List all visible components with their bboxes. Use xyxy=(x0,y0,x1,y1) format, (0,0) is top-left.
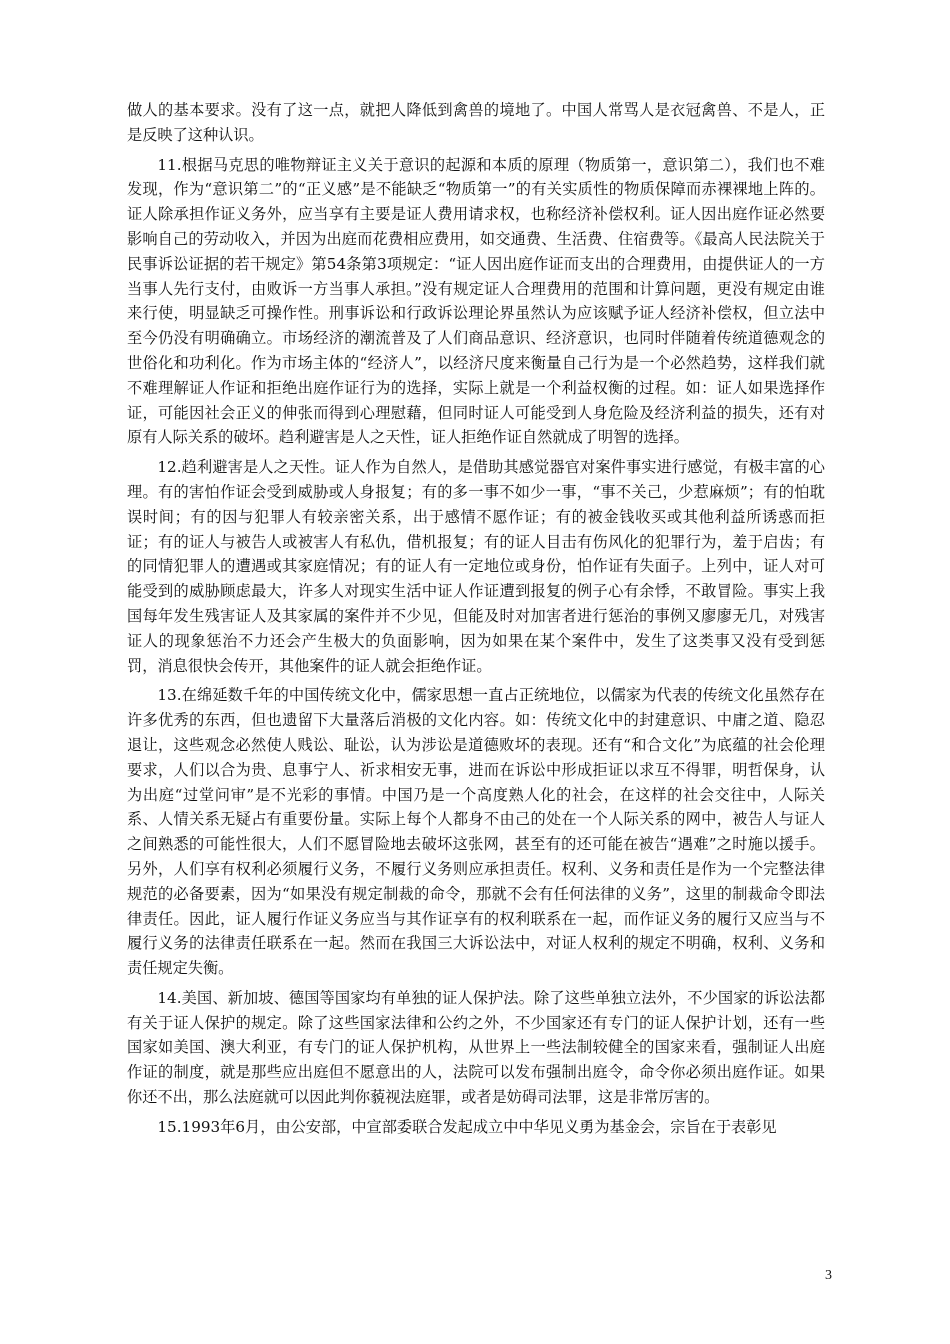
paragraph-15: 15.1993年6月，由公安部，中宣部委联合发起成立中中华见义勇为基金会，宗旨在于表彰见 xyxy=(157,1117,777,1136)
paragraph-12: 12.趋利避害是人之天性。证人作为自然人，是借助其感觉器官对案件事实进行感觉，有极丰富的心理。有的害怕作证会受到威胁或人身报复；有的多一事不如少一事，“事不关己，少惹麻烦”；有的怕耽误时间；有的因与犯罪人有较亲密关系，出于感情不愿作证；有的被金钱收买或其他利益所诱惑而拒证；有的证人与被告人或被害人有私仇，借机报复；有的证人目击有伤风化的犯罪行为，羞于启齿；有的同情犯罪人的遭遇或其家庭情况；有的证人有一定地位或身份，怕作证有失面子。上列中，证人对可能受到的威胁顾虑最大，许多人对现实生活中证人作证遭到报复的例子心有余悸，不敢冒险。事实上我国每年发生残害证人及其家属的案件并不少见，但能及时对加害者进行惩治的事例又廖廖无几，对残害证人的现象惩治不力还会产生极大的负面影响，因为如果在某个案件中，发生了这类事又没有受到惩罚，消息很快会传开，其他案件的证人就会拒绝作证。 xyxy=(127,458,825,675)
paragraph-11: 11.根据马克思的唯物辩证主义关于意识的起源和本质的原理（物质第一，意识第二），我们也不难发现，作为“意识第二”的“正义感”是不能缺乏“物质第一”的有关实质性的物质保障而赤裸裸地上阵的。证人除承担作证义务外，应当享有主要是证人费用请求权，也称经济补偿权利。证人因出庭作证必然要影响自己的劳动收入，并因为出庭而花费相应费用，如交通费、生活费、住宿费等。《最高人民法院关于民事诉讼证据的若干规定》第54条第3项规定：“证人因出庭作证而支出的合理费用，由提供证人的一方当事人先行支付，由败诉一方当事人承担。”没有规定证人合理费用的范围和计算问题，更没有规定由谁来行使，明显缺乏可操作性。刑事诉讼和行政诉讼理论界虽然认为应该赋予证人经济补偿权，但立法中至今仍没有明确确立。市场经济的潮流普及了人们商品意识、经济意识，也同时伴随着传统道德观念的世俗化和功利化。作为市场主体的“经济人”，以经济尺度来衡量自己行为是一个必然趋势，这样我们就不难理解证人作证和拒绝出庭作证行为的选择，实际上就是一个利益权衡的过程。如：证人如果选择作证，可能因社会正义的伸张而得到心理慰藉，但同时证人可能受到人身危险及经济利益的损失，还有对原有人际关系的破坏。趋利避害是人之天性，证人拒绝作证自然就成了明智的选择。 xyxy=(127,155,825,447)
paragraph-13: 13.在绵延数千年的中国传统文化中，儒家思想一直占正统地位，以儒家为代表的传统文化虽然存在许多优秀的东西，但也遗留下大量落后消极的文化内容。如：传统文化中的封建意识、中庸之道、隐忍退让，这些观念必然使人贱讼、耻讼，认为涉讼是道德败坏的表现。还有“和合文化”为底蕴的社会伦理要求，人们以合为贵、息事宁人、祈求相安无事，进而在诉讼中形成拒证以求互不得罪，明哲保身，认为出庭“过堂问审”是不光彩的事情。中国乃是一个高度熟人化的社会，在这样的社会交往中，人际关系、人情关系无疑占有重要份量。实际上每个人都身不由己的处在一个人际关系的网中，被告人与证人之间熟悉的可能性很大，人们不愿冒险地去破坏这张网，甚至有的还可能在被告“遇难”之时施以援手。另外，人们享有权利必须履行义务，不履行义务则应承担责任。权利、义务和责任是作为一个完整法律规范的必备要素，因为“如果没有规定制裁的命令，那就不会有任何法律的义务”，这里的制裁命令即法律责任。因此，证人履行作证义务应当与其作证享有的权利联系在一起，而作证义务的履行又应当与不履行义务的法律责任联系在一起。然而在我国三大诉讼法中，对证人权利的规定不明确，权利、义务和责任规定失衡。 xyxy=(127,686,825,978)
body-text xyxy=(127,98,825,1145)
page-number: 3 xyxy=(825,1268,832,1283)
paragraph-continuation: 做人的基本要求。没有了这一点，就把人降低到禽兽的境地了。中国人常骂人是衣冠禽兽、不是人，正是反映了这种认识。 xyxy=(127,101,825,144)
paragraph-14: 14.美国、新加坡、德国等国家均有单独的证人保护法。除了这些单独立法外，不少国家的诉讼法都有关于证人保护的规定。除了这些国家法律和公约之外，不少国家还有专门的证人保护计划，还有一些国家如美国、澳大利亚，有专门的证人保护机构，从世界上一些法制较健全的国家来看，强制证人出庭作证的制度，就是那些应出庭但不愿意出的人，法院可以发布强制出庭令，命令你必须出庭作证。如果你还不出，那么法庭就可以因此判你藐视法庭罪，或者是妨碍司法罪，这是非常厉害的。 xyxy=(127,988,825,1107)
